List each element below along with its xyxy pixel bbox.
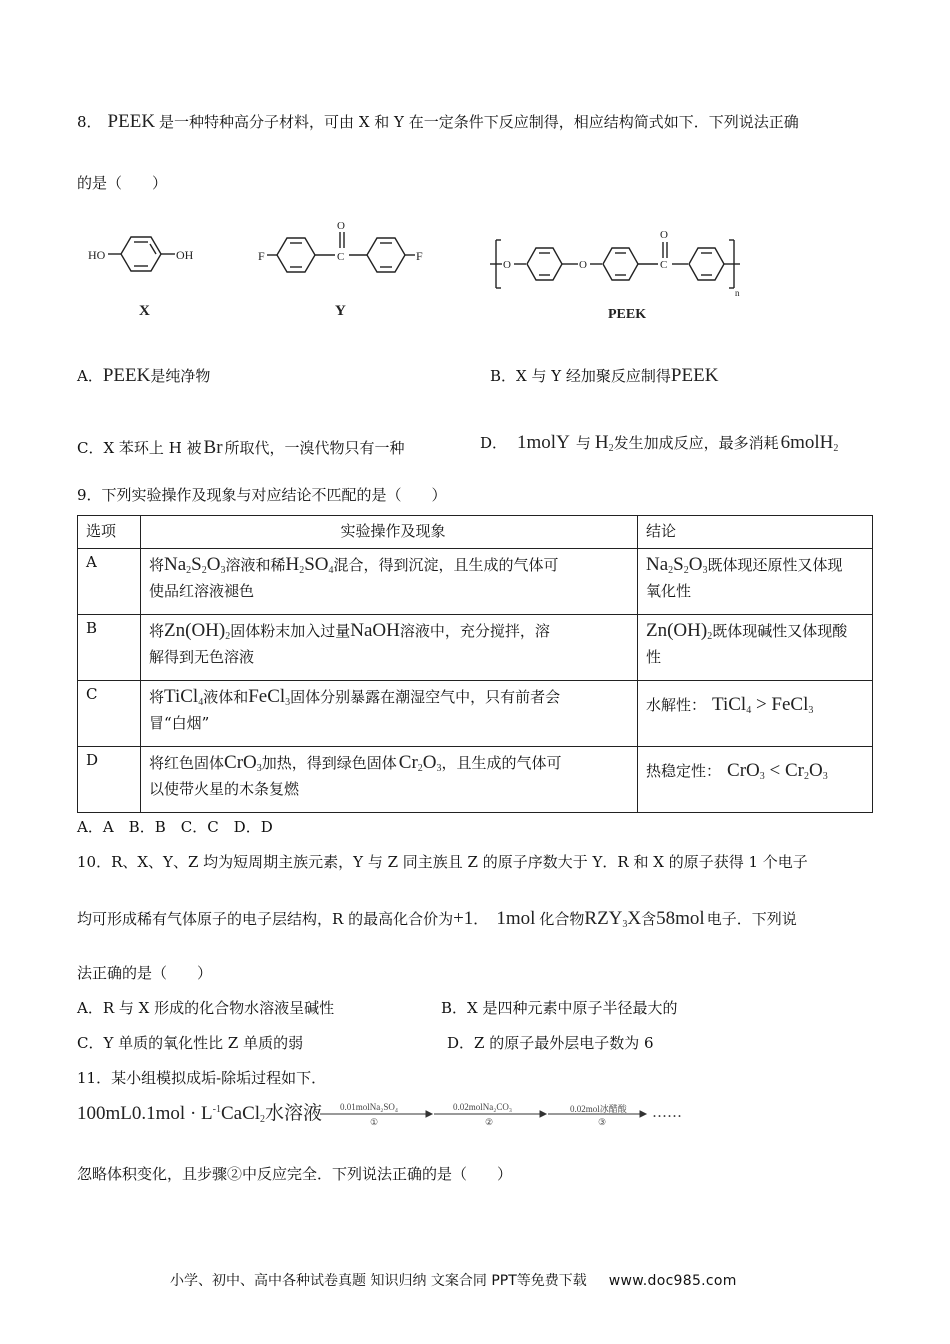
row-c-conclusion — [638, 681, 873, 747]
row-d-op4: 以使带火星的木条复燃 — [149, 780, 300, 798]
q10-line2 — [77, 908, 797, 930]
q11-aq: 水溶液 — [265, 1103, 323, 1124]
q9-table — [77, 515, 873, 813]
q8-option-a — [77, 365, 210, 387]
q10-compound-word: 化合物 — [539, 910, 585, 928]
row-d-c1: 热稳定性： — [646, 762, 722, 780]
row-b-znoh: Zn(OH) — [164, 620, 226, 641]
row-a-c-s: S — [673, 554, 684, 575]
row-b-znoh-sub: 2 — [225, 631, 231, 642]
row-c-ticl: TiCl — [164, 686, 199, 707]
row-b-naoh: NaOH — [350, 620, 400, 641]
option-b-peek: PEEK — [670, 365, 719, 386]
q8-line2 — [77, 172, 167, 193]
option-a-peek: PEEK — [102, 365, 151, 386]
row-d-c-cro3-sub: 3 — [759, 771, 765, 782]
row-d-c-lt: < — [764, 760, 785, 781]
q8-number: 8． — [77, 113, 102, 131]
peek-n-subscript: n — [735, 288, 740, 298]
q10-option-c: C．Y 单质的氧化性比 Z 单质的弱 — [77, 1034, 304, 1052]
header-operation: 实验操作及现象 — [141, 516, 638, 549]
header-option: 选项 — [78, 516, 141, 549]
row-a-s-sub: 2 — [201, 565, 207, 576]
row-a-c1: 既体现还原性又体现 — [707, 556, 843, 574]
step2-label: 0.02molNa₂CO₃ — [453, 1102, 513, 1112]
option-d-text: 发生加成反应，最多消耗 — [613, 434, 779, 452]
row-d-key: D — [78, 747, 141, 813]
row-d-c-o: O — [808, 760, 823, 781]
q10-option-b: B．X 是四种元素中原子半径最大的 — [441, 999, 678, 1017]
row-d-c-cr-sub: 2 — [803, 771, 809, 782]
row-d-c-cro3: CrO — [727, 760, 760, 781]
option-d-h2: H — [594, 432, 609, 453]
option-d-mol: 1molY — [517, 432, 570, 453]
q9-title: 9．下列实验操作及现象与对应结论不匹配的是（ ） — [77, 486, 447, 504]
label-peek: PEEK — [608, 307, 647, 322]
step2-number: ② — [485, 1117, 494, 1127]
row-b-c2: 性 — [646, 648, 662, 666]
row-a-so: SO — [304, 554, 329, 575]
q10-plus1: +1 — [453, 908, 474, 929]
q9-answer-options: A．A B．B C．C D．D — [77, 818, 273, 836]
row-d-op2: 加热，得到绿色固体 — [261, 754, 397, 772]
row-b-operation — [141, 615, 638, 681]
row-c-c-fecl-sub: 3 — [808, 705, 814, 716]
row-a-o: O — [206, 554, 221, 575]
row-b-op4: 解得到无色溶液 — [149, 648, 255, 666]
q8-option-d — [480, 432, 838, 454]
row-a-operation — [141, 549, 638, 615]
row-c-operation — [141, 681, 638, 747]
q8-line1 — [77, 111, 799, 133]
row-a-c2: 氧化性 — [646, 582, 692, 600]
q10-line2e: 电子．下列说 — [706, 910, 797, 928]
row-a-na-sub: 2 — [186, 565, 192, 576]
footer-url[interactable]: www.doc985.com — [608, 1273, 737, 1289]
peek-o-1: O — [503, 259, 511, 271]
option-b-text: B．X 与 Y 经加聚反应制得 — [490, 367, 671, 385]
row-c-ticl-sub: 4 — [198, 697, 204, 708]
q11-cacl: CaCl — [220, 1103, 261, 1124]
peek-c-label: C — [660, 259, 668, 271]
q8-stem-end: 的是（ ） — [77, 174, 168, 192]
structure-x-diagram — [85, 225, 205, 325]
q8-option-b — [490, 365, 718, 387]
step3-number: ③ — [598, 1117, 607, 1127]
option-a-text: 是纯净物 — [150, 367, 211, 385]
row-b-conclusion — [638, 615, 873, 681]
struct-f-left: F — [258, 249, 265, 263]
step3-label: 0.02mol冰醋酸 — [570, 1104, 627, 1114]
row-a-c-o-sub: 3 — [702, 565, 708, 576]
row-a-so-sub: 4 — [328, 565, 334, 576]
row-b-c1: 既体现碱性又体现酸 — [712, 622, 848, 640]
q10-contains: 含 — [641, 910, 657, 928]
option-c-text-end: 所取代，一溴代物只有一种 — [224, 439, 405, 457]
row-b-key: B — [78, 615, 141, 681]
option-a-prefix: A． — [77, 367, 103, 385]
row-b-op2: 固体粉末加入过量 — [230, 622, 351, 640]
step1-number: ① — [370, 1117, 379, 1127]
row-a-h-sub: 2 — [299, 565, 305, 576]
row-a-s: S — [191, 554, 202, 575]
row-a-key: A — [78, 549, 141, 615]
page-footer — [170, 1270, 737, 1290]
row-d-op3: ，且生成的气体可 — [441, 754, 562, 772]
struct-oh-label: OH — [176, 248, 194, 262]
row-a-c-o: O — [688, 554, 703, 575]
row-c-c-ticl-sub: 4 — [746, 705, 752, 716]
peek-o-carbonyl: O — [660, 229, 668, 241]
label-y: Y — [335, 303, 346, 319]
q11-ellipsis: …… — [652, 1103, 682, 1121]
row-a-o-sub: 3 — [220, 565, 226, 576]
row-d-cro3: CrO — [224, 752, 257, 773]
table-row-c — [78, 681, 873, 747]
row-a-c-s-sub: 2 — [683, 565, 689, 576]
q10-58mol: 58mol — [656, 908, 705, 929]
option-d-prefix: D． — [480, 434, 508, 452]
row-c-op1: 将 — [149, 688, 165, 706]
header-conclusion: 结论 — [638, 516, 873, 549]
row-a-na: Na — [164, 554, 187, 575]
q11-cacl-sub: 2 — [260, 1114, 266, 1125]
label-x: X — [139, 303, 150, 319]
row-a-h: H — [285, 554, 300, 575]
struct-ho-label: HO — [88, 248, 106, 262]
q11-title: 11．某小组模拟成垢-除垢过程如下． — [77, 1069, 327, 1087]
row-b-c-znoh: Zn(OH) — [646, 620, 708, 641]
footer-text: 小学、初中、高中各种试卷真题 知识归纳 文案合同 PPT等免费下载 — [170, 1273, 587, 1289]
structure-y-diagram — [255, 210, 435, 325]
row-c-c-fecl: FeCl — [771, 694, 809, 715]
q10-line2a: 均可形成稀有气体原子的电子层结构，R 的最高化合价为 — [77, 910, 454, 928]
row-d-op1: 将红色固体 — [149, 754, 225, 772]
q11-process-start — [77, 1098, 322, 1125]
row-c-key: C — [78, 681, 141, 747]
option-d-h2-sub: 2 — [608, 443, 614, 454]
row-c-op3: 固体分别暴露在潮湿空气中，只有前者会 — [290, 688, 561, 706]
row-d-cr2o3-o-sub: 3 — [436, 763, 442, 774]
row-d-cro3-sub: 3 — [256, 763, 262, 774]
struct-f-right: F — [416, 249, 423, 263]
row-c-op4: 冒“白烟” — [149, 714, 210, 732]
row-b-c-znoh-sub: 2 — [707, 631, 713, 642]
row-c-op2: 液体和 — [203, 688, 249, 706]
option-d-6molh2: 6molH — [780, 432, 834, 453]
row-d-c-cr: Cr — [784, 760, 804, 781]
row-c-fecl: FeCl — [248, 686, 286, 707]
row-b-op1: 将 — [149, 622, 165, 640]
struct-o-label: O — [337, 220, 345, 232]
q10-1mol: 1mol — [496, 908, 536, 929]
row-c-c-gt: > — [751, 694, 772, 715]
table-header-row — [78, 516, 873, 549]
row-c-c-ticl: TiCl — [712, 694, 747, 715]
row-d-operation — [141, 747, 638, 813]
row-a-c-na-sub: 2 — [668, 565, 674, 576]
q10-line3: 法正确的是（ ） — [77, 964, 213, 982]
row-d-c-o-sub: 3 — [822, 771, 828, 782]
option-c-br: Br — [203, 437, 223, 458]
row-a-conclusion — [638, 549, 873, 615]
row-a-c-na: Na — [646, 554, 669, 575]
q11-line2: 忽略体积变化，且步骤②中反应完全．下列说法正确的是（ ） — [77, 1165, 513, 1183]
row-a-op1: 将 — [149, 556, 165, 574]
option-c-text: C．X 苯环上 H 被 — [77, 439, 202, 457]
q10-compound-x: X — [627, 908, 642, 929]
option-d-6molh2-sub: 2 — [833, 443, 839, 454]
q10-compound: RZY — [584, 908, 623, 929]
table-row-d — [78, 747, 873, 813]
row-d-cr2o3-cr: Cr — [398, 752, 418, 773]
row-d-conclusion — [638, 747, 873, 813]
q8-option-c — [77, 437, 405, 459]
q8-stem: 是一种特种高分子材料，可由 X 和 Y 在一定条件下反应制得，相应结构简式如下．下列说法正确 — [159, 113, 799, 131]
table-row-b — [78, 615, 873, 681]
step1-label: 0.01molNa₂SO₄ — [340, 1102, 399, 1112]
row-c-c1: 水解性： — [646, 696, 707, 714]
peek-o-2: O — [579, 259, 587, 271]
row-c-fecl-sub: 3 — [285, 697, 291, 708]
q11-conc: 100mL0.1mol · L — [77, 1103, 213, 1124]
row-a-op4: 使品红溶液褪色 — [149, 582, 255, 600]
q11-conc-sup: -1 — [212, 1104, 221, 1115]
q10-option-d: D．Z 的原子最外层电子数为 6 — [447, 1034, 654, 1052]
row-a-op3: 混合，得到沉淀，且生成的气体可 — [333, 556, 559, 574]
q10-line1: 10．R、X、Y、Z 均为短周期主族元素，Y 与 Z 同主族且 Z 的原子序数大于 Y．R 和 X 的原子获得 1 个电子 — [77, 853, 808, 871]
row-a-op2: 溶液和稀 — [225, 556, 286, 574]
row-d-cr2o3-o: O — [422, 752, 437, 773]
option-d-with: 与 — [575, 434, 591, 452]
row-b-op3: 溶液中，充分搅拌，溶 — [399, 622, 550, 640]
q10-dot: ． — [473, 910, 489, 928]
q10-compound-sub: 3 — [622, 919, 628, 930]
row-d-cr2o3-cr-sub: 2 — [417, 763, 423, 774]
table-row-a — [78, 549, 873, 615]
peek-term: PEEK — [107, 111, 156, 132]
struct-c-label: C — [337, 251, 345, 263]
structure-peek-diagram — [488, 218, 758, 328]
q10-option-a: A．R 与 X 形成的化合物水溶液呈碱性 — [77, 999, 335, 1017]
